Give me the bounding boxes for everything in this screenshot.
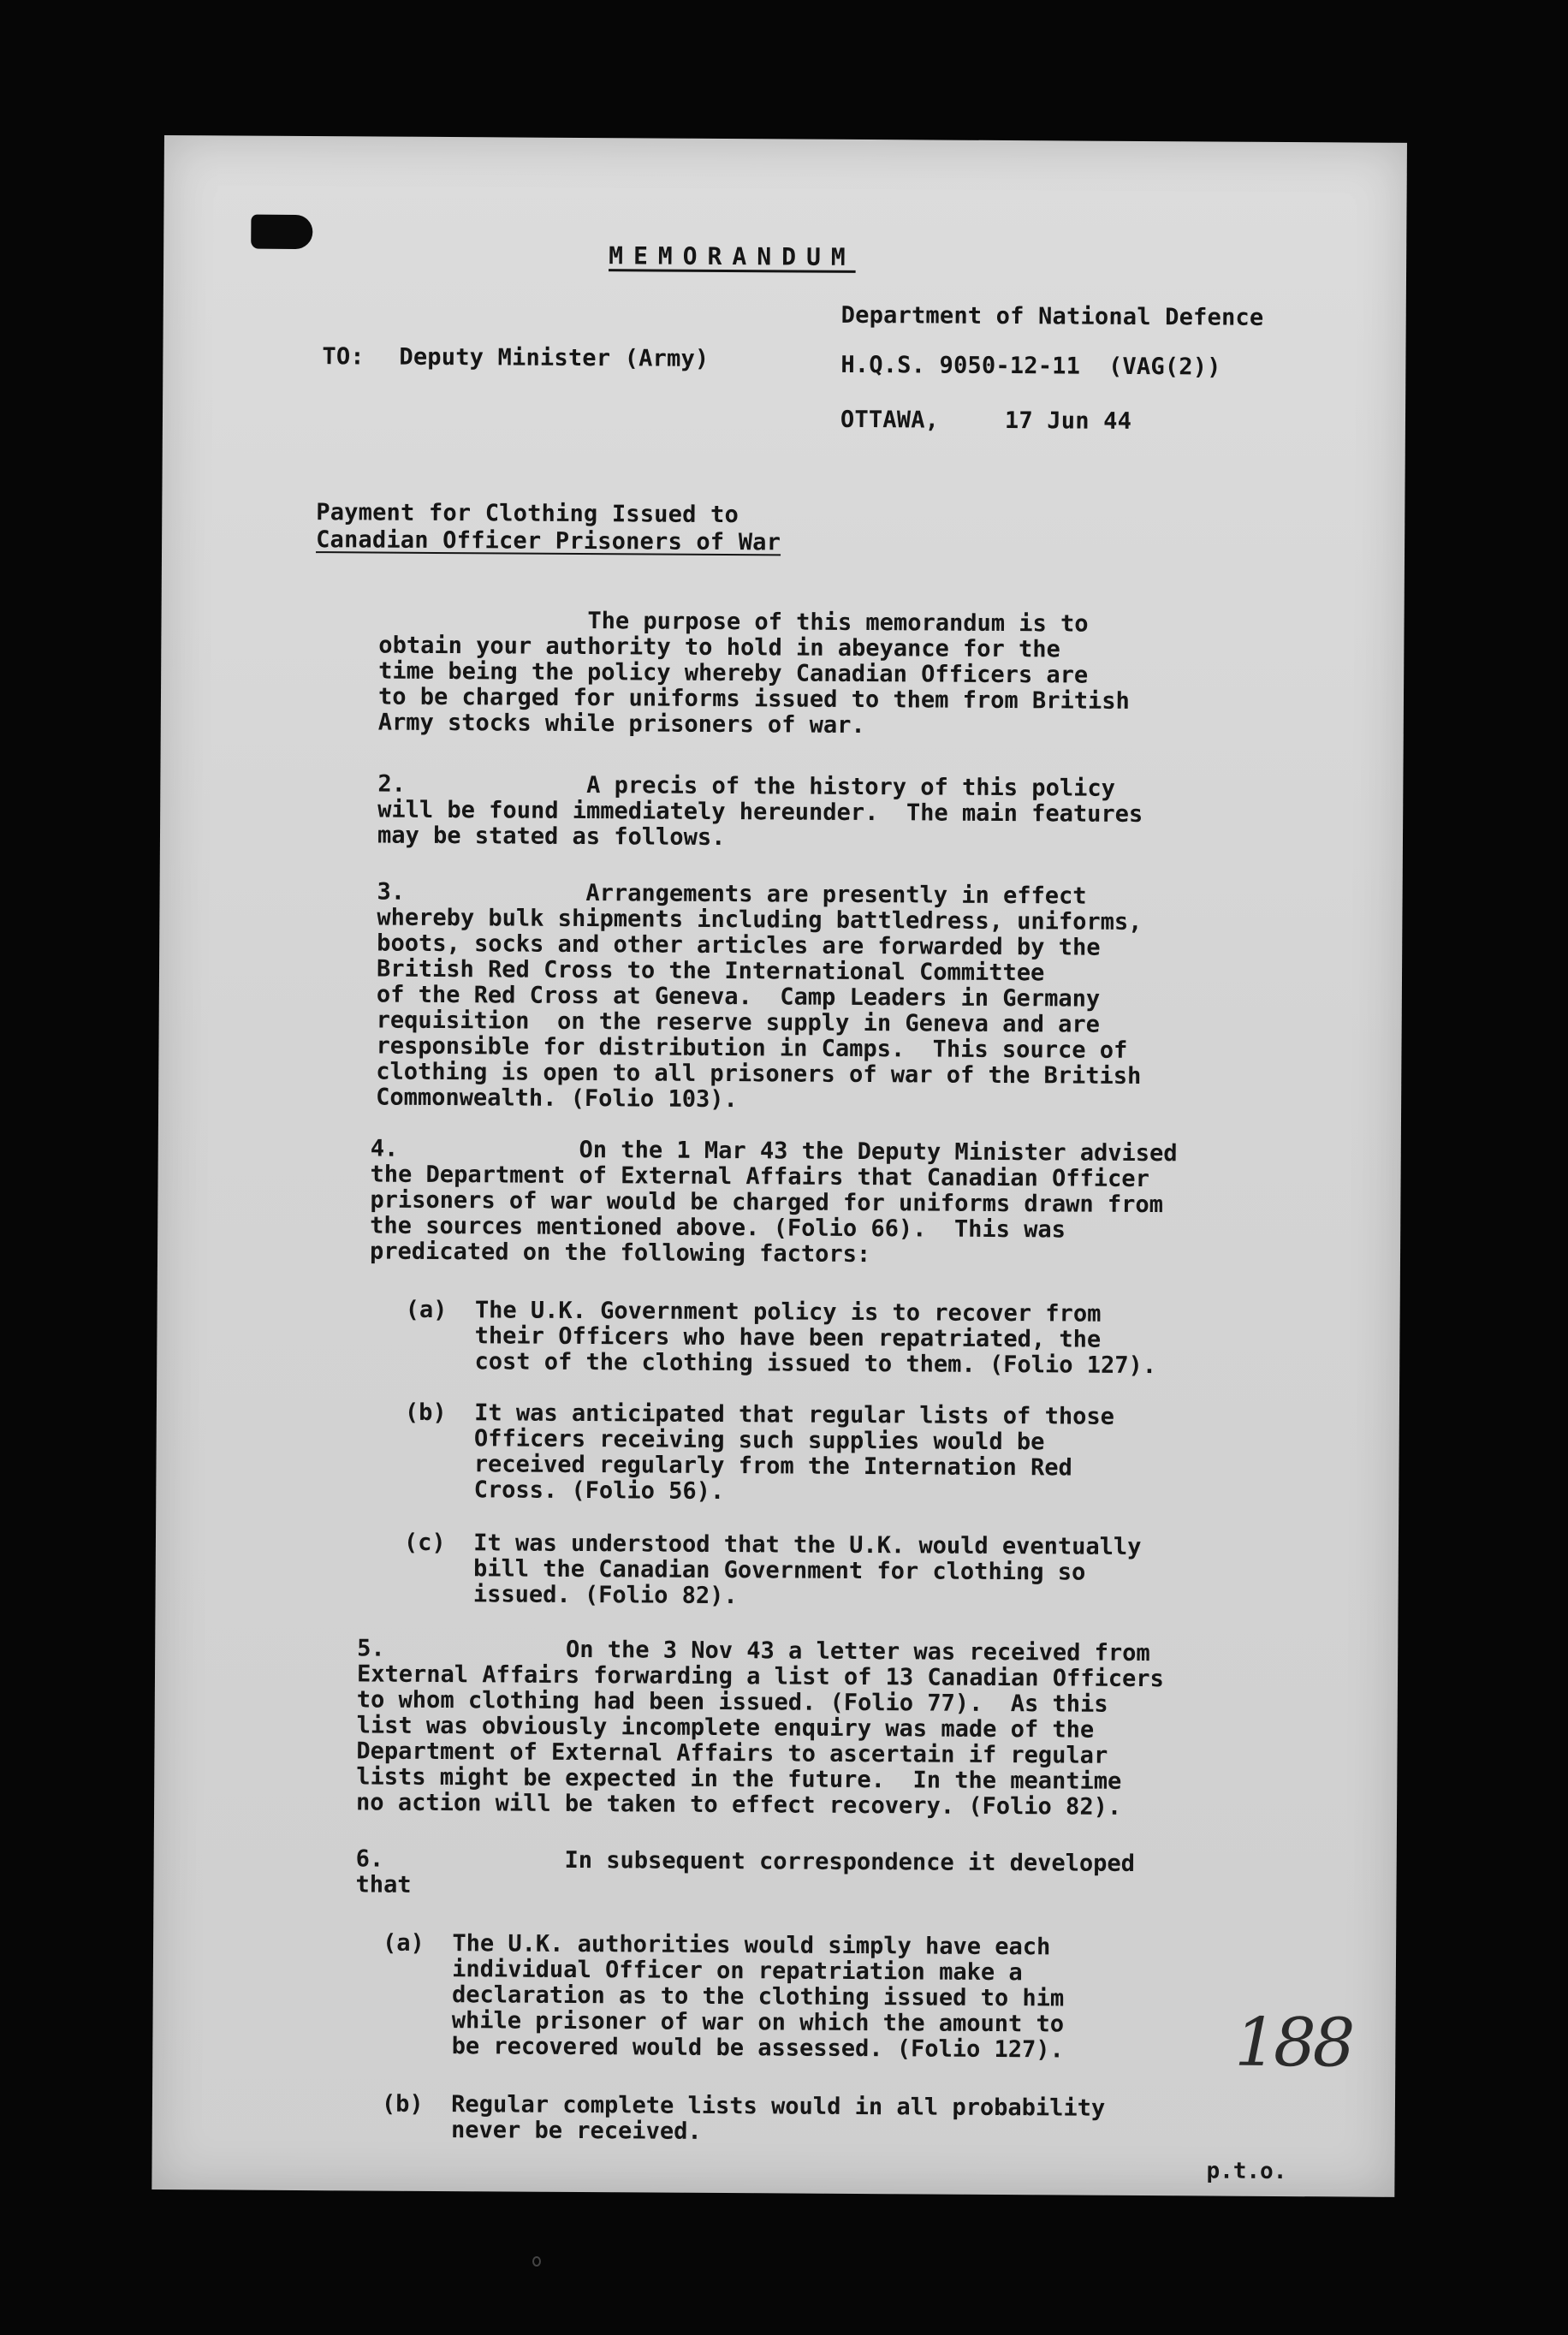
paragraph-3: 3. Arrangements are presently in effect whereby bulk shipments including battledress, uniforms, boots, socks and other articles are forwarded by the British Red Cross to the International Committee of the Red Cross at Geneva. Camp Leaders in Germany requisition on the reserve supply in Geneva and are responsible for distribution in Camps. This source of clothing is open to all prisoners of war of the British Commonwealth. (Folio 103). <box>376 878 1143 1114</box>
paragraph-6a: (a) The U.K. authorities would simply have each individual Officer on repatriation make a declaration as to the clothing issued to him while prisoner of war on which the amount to be recovered would be assessed. (Folio 127). <box>382 1929 1065 2064</box>
paragraph-6b: (b) Regular complete lists would in all probability never be received. <box>381 2090 1106 2145</box>
to-recipient: Deputy Minister (Army) <box>399 343 710 372</box>
paragraph-4: 4. On the 1 Mar 43 the Deputy Minister advised the Department of External Affairs that Canadian Officer prisoners of war would be charged for uniforms drawn from the sources mentioned above. (Folio 66). This was predicated on the following factors: <box>369 1135 1178 1269</box>
memo-date: 17 Jun 44 <box>1004 407 1132 435</box>
file-reference: H.Q.S. 9050-12-11 (VAG(2)) <box>840 351 1221 381</box>
paragraph-5: 5. On the 3 Nov 43 a letter was received from External Affairs forwarding a list of 13 Canadian Officers to whom clothing had been issued. (Folio 77). As this list was obviously incomplete enquiry was made of the Department of External Affairs to ascertain if regular lists might be expected in the future. In the meantime no action will be taken to effect recovery. (Folio 82). <box>356 1635 1164 1821</box>
to-label: TO: <box>322 343 365 371</box>
paragraph-4c: (c) It was understood that the U.K. would eventually bill the Canadian Government for clothing so issued. (Folio 82). <box>403 1529 1142 1610</box>
memo-title: MEMORANDUM <box>609 241 856 271</box>
subject-line-2: Canadian Officer Prisoners of War <box>316 526 781 556</box>
paragraph-1: The purpose of this memorandum is to obtain your authority to hold in abeyance for the time being the policy whereby Canadian Officers are to be charged for uniforms issued to them from British Army stocks while prisoners of war. <box>377 606 1130 740</box>
memo-page <box>151 135 1407 2197</box>
ink-blot <box>251 215 312 249</box>
folio-number: 188 <box>1234 2004 1352 2082</box>
paragraph-6: 6. In subsequent correspondence it developed that <box>355 1845 1136 1898</box>
subject-line-1: Payment for Clothing Issued to <box>316 499 739 529</box>
pto-marker: p.t.o. <box>1206 2158 1287 2185</box>
paragraph-4a: (a) The U.K. Government policy is to recover from their Officers who have been repatriated, the cost of the clothing issued to them. (Folio 127). <box>405 1296 1157 1380</box>
paragraph-4b: (b) It was anticipated that regular lists of those Officers receiving such supplies would be received regularly from the Internation Red Cross. (Folio 56). <box>404 1399 1115 1506</box>
paragraph-2: 2. A precis of the history of this policy will be found immediately hereunder. The main features may be stated as follows. <box>377 770 1143 852</box>
film-speck <box>532 2256 541 2267</box>
place: OTTAWA, <box>840 406 940 434</box>
department-name: Department of National Defence <box>840 301 1264 331</box>
